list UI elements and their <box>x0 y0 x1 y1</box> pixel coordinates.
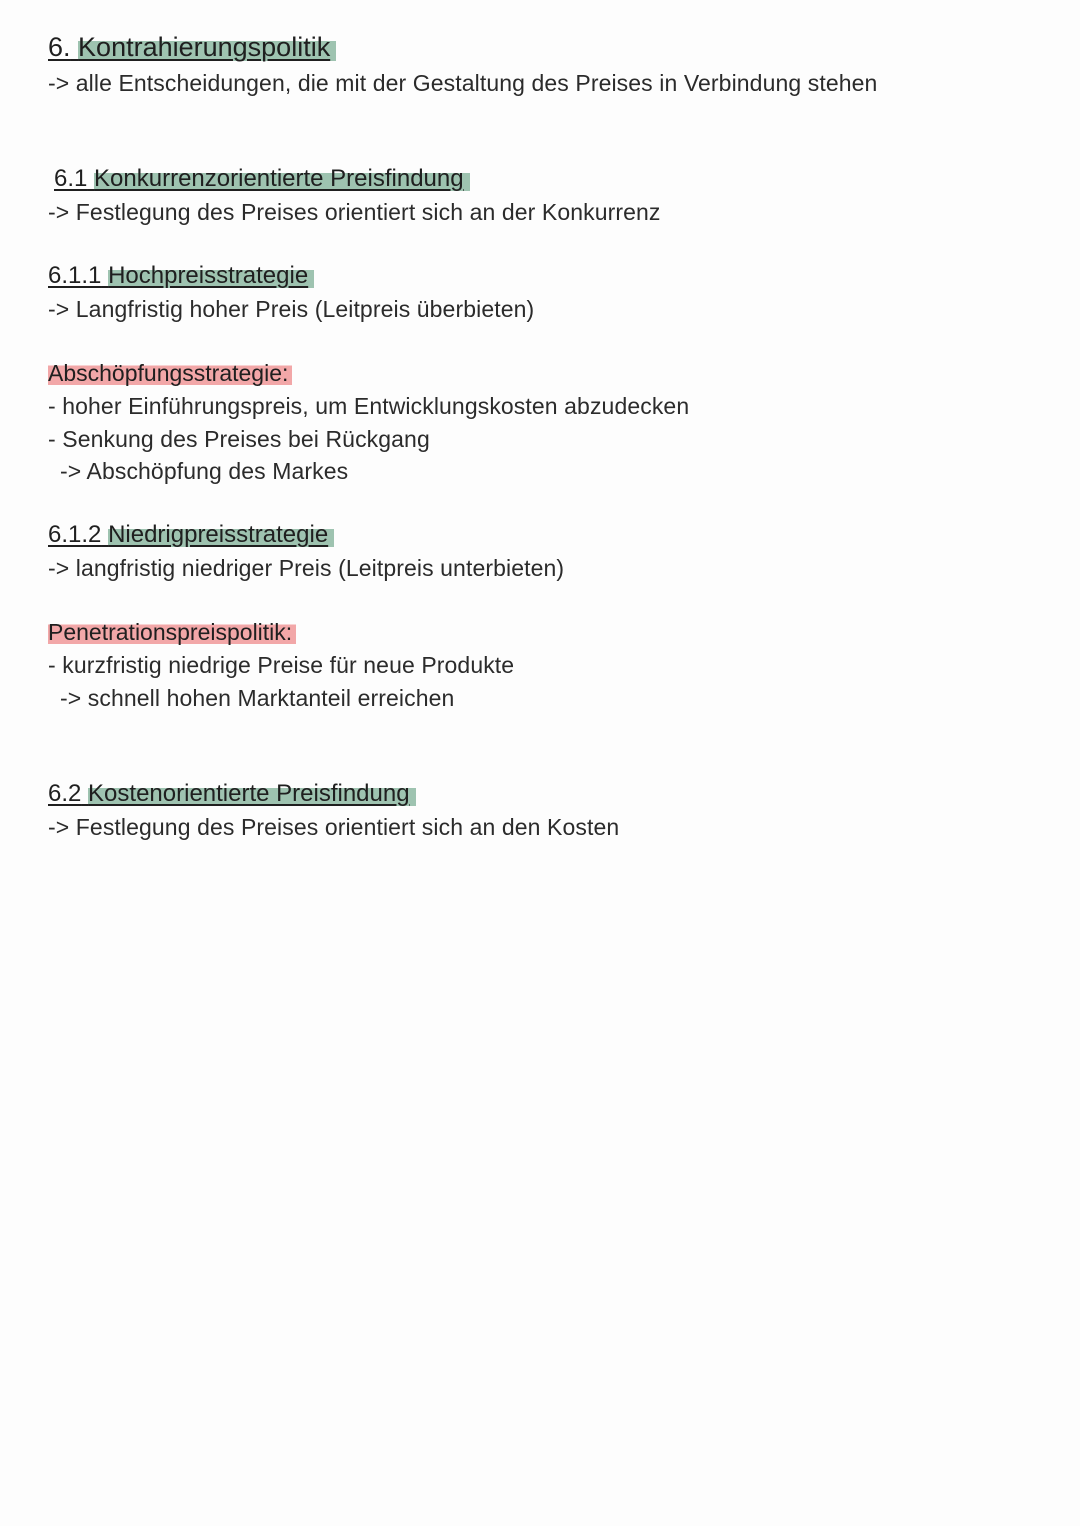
abschoepfung-point-2: - Senkung des Preises bei Rückgang <box>48 426 430 452</box>
section-6-2-description: -> Festlegung des Preises orientiert sich an den Kosten <box>48 814 620 840</box>
heading-section-6 <box>48 32 336 62</box>
section-title: Kostenorientierte Preisfindung <box>88 780 416 807</box>
section-6-1-2-description: -> langfristig niedriger Preis (Leitpreis unterbieten) <box>48 555 565 581</box>
section-6-description: -> alle Entscheidungen, die mit der Gestaltung des Preises in Verbindung stehen <box>48 70 878 96</box>
abschoepfung-label <box>48 358 292 388</box>
abschoepfung-result: -> Abschöpfung des Markes <box>60 458 349 484</box>
section-number: 6.2 <box>48 780 82 807</box>
penetration-point-1: - kurzfristig niedrige Preise für neue Produkte <box>48 652 515 678</box>
section-number: 6.1 <box>54 165 88 192</box>
section-number: 6. <box>48 32 71 62</box>
penetration-label-text: Penetrationspreispolitik: <box>48 619 296 645</box>
section-title: Kontrahierungspolitik <box>78 32 336 62</box>
section-6-1-description: -> Festlegung des Preises orientiert sich an der Konkurrenz <box>48 199 661 225</box>
heading-section-6-2 <box>48 779 416 809</box>
abschoepfung-label-text: Abschöpfungsstrategie: <box>48 360 292 386</box>
heading-section-6-1-2 <box>48 520 334 550</box>
heading-section-6-1 <box>54 164 470 194</box>
section-6-1-1-description: -> Langfristig hoher Preis (Leitpreis überbieten) <box>48 296 535 322</box>
heading-section-6-1-1 <box>48 261 314 291</box>
penetration-label <box>48 617 296 647</box>
abschoepfung-point-1: - hoher Einführungspreis, um Entwicklungskosten abzudecken <box>48 393 690 419</box>
section-title: Hochpreisstrategie <box>108 262 314 289</box>
section-number: 6.1.1 <box>48 262 102 289</box>
section-title: Niedrigpreisstrategie <box>108 521 334 548</box>
section-title: Konkurrenzorientierte Preisfindung <box>94 165 470 192</box>
section-number: 6.1.2 <box>48 521 102 548</box>
penetration-result: -> schnell hohen Marktanteil erreichen <box>60 685 455 711</box>
